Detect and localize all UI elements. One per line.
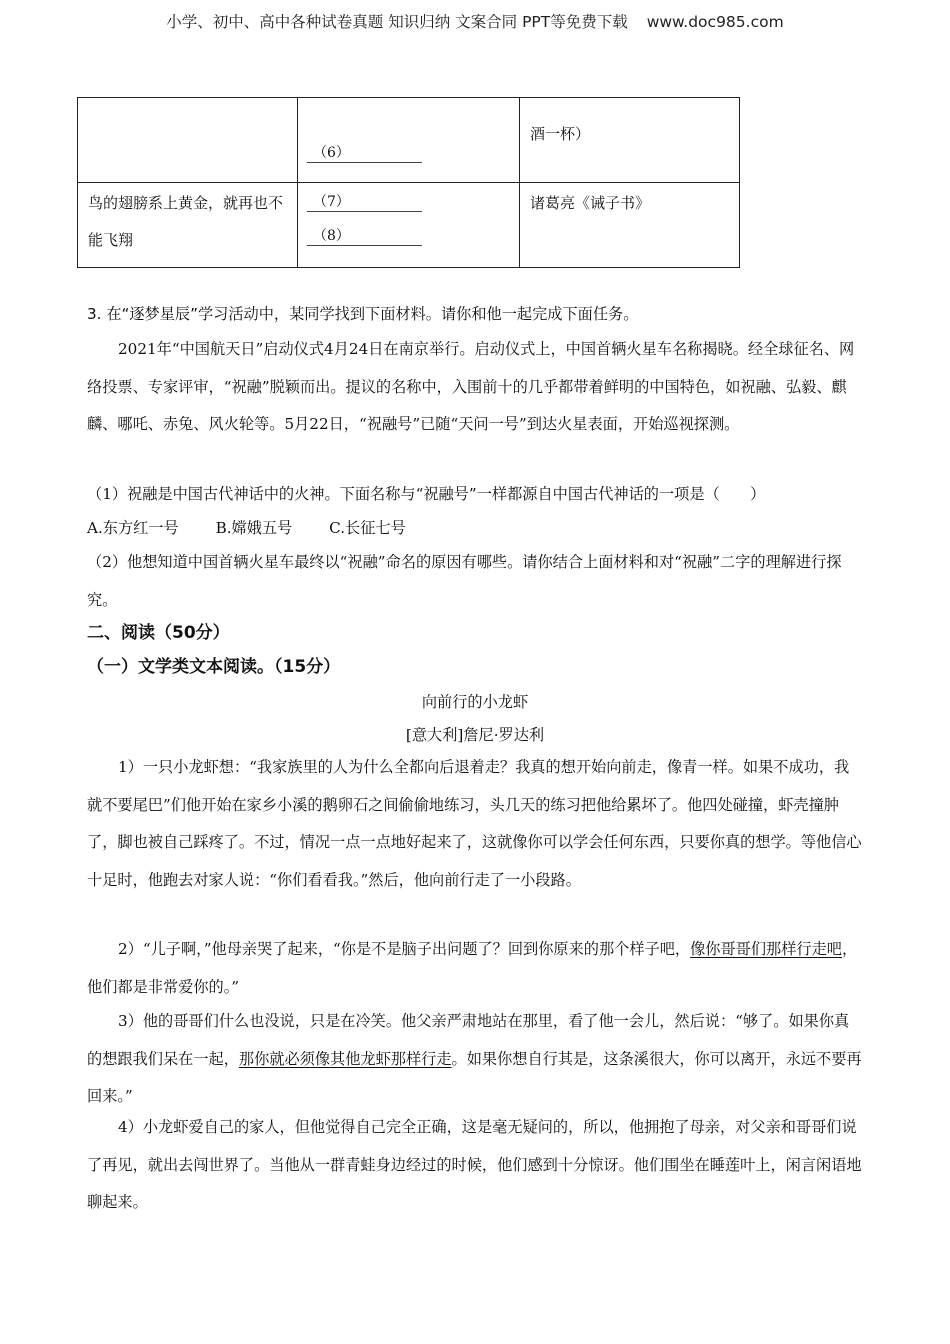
table-cell-text: 鸟的翅膀系上黄金，就再也不能飞翔 [88,194,284,249]
p3-text-after: 。如果你想自行其是，这条溪很大，你可以离开，永远不要再回来。” [87,1049,862,1105]
p3-underlined: 那你就必须像其他龙虾那样行走 [238,1049,452,1068]
table-cell-text: 诸葛亮《诫子书》 [530,194,651,212]
question-3-prompt: 3. 在“逐梦星辰”学习活动中，某同学找到下面材料。请你和他一起完成下面任务。 [87,305,639,323]
table-cell [520,183,740,268]
table-cell [298,98,520,183]
table-row [78,183,740,268]
story-author: [意大利]詹尼·罗达利 [405,726,545,744]
p2-text-after: ，他们都是非常爱你的。” [87,940,858,996]
table-cell [78,98,298,183]
p3-text-before: 3）他的哥哥们什么也没说，只是在冷笑。他父亲严肃地站在那里，看了他一会儿，然后说：“够了。如果你真的想跟我们呆在一起， [87,1012,850,1068]
blank-6[interactable]: （6） [307,144,422,163]
header-url[interactable]: www.doc985.com [646,13,784,31]
p2-text-before: 2）“儿子啊，”他母亲哭了起来，“你是不是脑子出问题了？回到你原来的那个样子吧， [118,940,691,958]
section-2-subtitle: （一）文学类文本阅读。（15分） [87,657,341,677]
question-3-sub2: （2）他想知道中国首辆火星车最终以“祝融”命名的原因有哪些。请你结合上面材料和对“祝融”二字的理解进行探究。 [87,553,842,609]
table-cell-text: 酒一杯） [530,125,591,143]
blank-7[interactable]: （7） [307,193,422,212]
story-paragraph-1: 1）一只小龙虾想：“我家族里的人为什么全都向后退着走？我真的想开始向前走，像青一样。如果不成功，我就不要尾巴”们他开始在家乡小溪的鹅卵石之间偷偷地练习，头几天的练习把他给累坏了。他四处碰撞，虾壳撞肿了，脚也被自己踩疼了。不过，情况一点一点地好起来了，这就像你可以学会任何东西，只要你真的想学。等他信心十足时，他跑去对家人说：“你们看看我。”然后，他向前行走了一小段路。 [87,758,862,889]
question-3-material: 2021年“中国航天日”启动仪式4月24日在南京举行。启动仪式上，中国首辆火星车名称揭晓。经全球征名、网络投票、专家评审，“祝融”脱颖而出。提议的名称中，入围前十的几乎都带着鲜明的中国特色，如祝融、弘毅、麒麟、哪吒、赤兔、风火轮等。5月22日，“祝融号”已随“天问一号”到达火星表面，开始巡视探测。 [87,340,855,433]
option-c[interactable]: C.长征七号 [329,519,406,537]
option-b[interactable]: B.嫦娥五号 [215,519,293,537]
page-header [0,10,950,32]
blank-8[interactable]: （8） [307,227,422,246]
section-2-title: 二、阅读（50分） [87,623,230,643]
story-paragraph-2 [87,931,863,1006]
answer-table [77,97,740,268]
p2-underlined: 像你哥哥们那样行走吧 [690,940,842,958]
story-paragraph-4: 4）小龙虾爱自己的家人，但他觉得自己完全正确，这是毫无疑问的，所以，他拥抱了母亲，对父亲和哥哥们说了再见，就出去闯世界了。当他从一群青蛙身边经过的时候，他们感到十分惊讶。他们围坐在睡莲叶上，闲言闲语地聊起来。 [87,1118,862,1211]
question-3-options [87,517,863,539]
table-row [78,98,740,183]
story-title: 向前行的小龙虾 [421,693,529,711]
story-paragraph-3 [87,1003,863,1116]
table-cell [78,183,298,268]
table-cell [298,183,520,268]
question-3-sub1: （1）祝融是中国古代神话中的火神。下面名称与“祝融号”一样都源自中国古代神话的一项是（ ） [87,485,766,503]
header-site-text: 小学、初中、高中各种试卷真题 知识归纳 文案合同 PPT等免费下载 [166,13,628,31]
option-a[interactable]: A.东方红一号 [87,519,179,537]
table-cell [520,98,740,183]
